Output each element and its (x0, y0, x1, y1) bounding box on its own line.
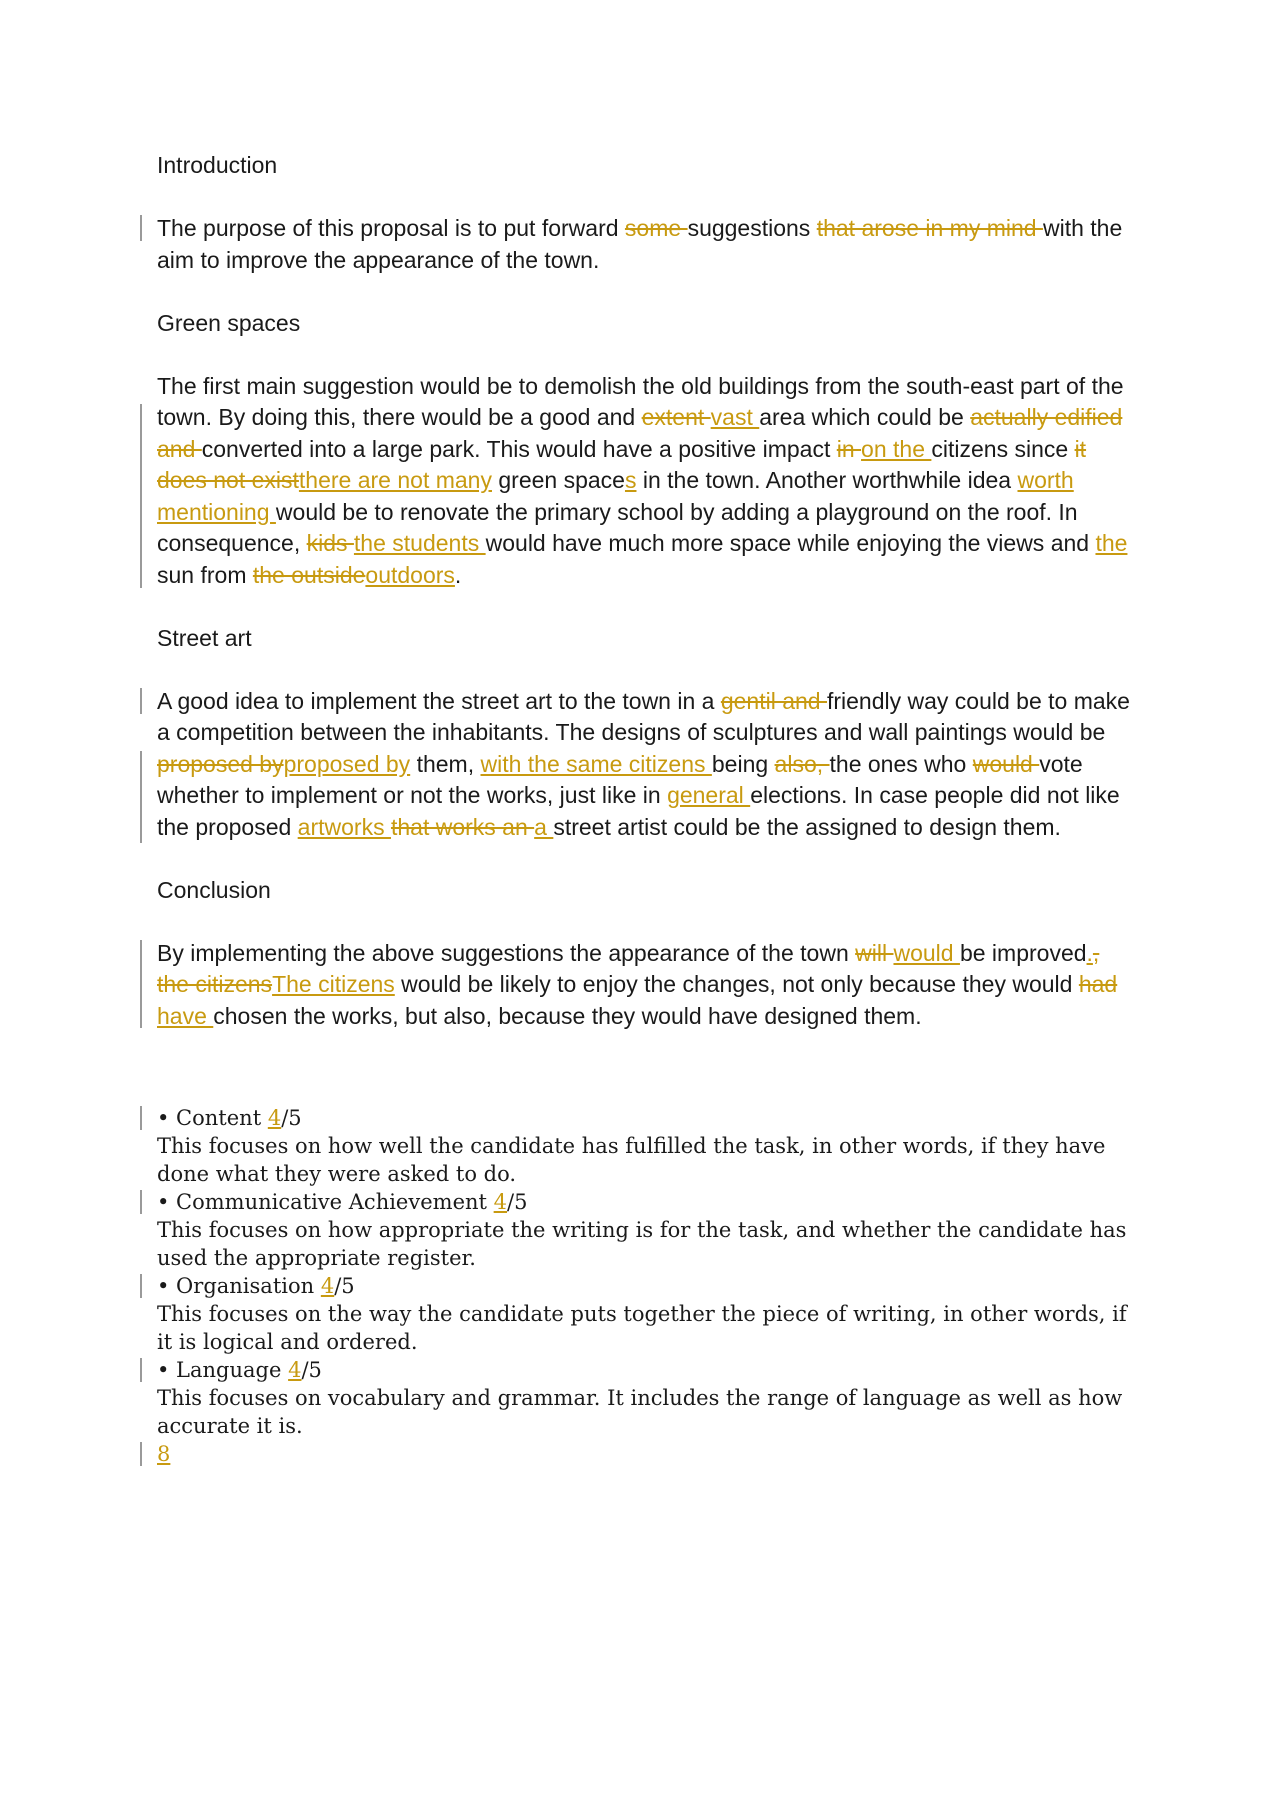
paragraph-conclusion[interactable] (157, 938, 1137, 1033)
deleted-text: that works an (390, 813, 535, 840)
deleted-text: some (624, 215, 688, 241)
change-bar (140, 940, 142, 1028)
text-run: would be likely to enjoy the changes, not only because they would (394, 971, 1079, 997)
rubric-language-line[interactable] (157, 1356, 1137, 1384)
score-value: 4 (320, 1274, 335, 1298)
change-bar (140, 1442, 142, 1466)
document-body (157, 150, 1137, 1064)
rubric-label: • Language (157, 1358, 289, 1382)
rubric-section (157, 1104, 1137, 1468)
rubric-label: • Organisation (157, 1274, 321, 1298)
heading-street-art: Street art (157, 624, 252, 651)
deleted-text: will (855, 939, 894, 966)
inserted-text: s (624, 467, 637, 493)
rubric-language-desc: This focuses on vocabulary and grammar. It includes the range of language as well as how accurate it is. (157, 1386, 1123, 1438)
inserted-text: . (1086, 939, 1093, 966)
text-run: with the aim to improve the appearance of the town. (157, 215, 1123, 273)
deleted-text: would (972, 750, 1040, 777)
change-bar (140, 1358, 142, 1382)
inserted-text: have (157, 1002, 214, 1029)
score-max: /5 (301, 1358, 322, 1382)
score-value: 4 (288, 1358, 302, 1382)
change-bar (140, 1190, 142, 1214)
change-bar (140, 1274, 142, 1298)
inserted-text: on the (861, 435, 932, 462)
score-max: /5 (334, 1274, 355, 1298)
inserted-text: a (534, 813, 554, 840)
change-bar (140, 215, 142, 241)
rubric-communicative-desc: This focuses on how appropriate the writing is for the task, and whether the candidate has used the appropriate register. (157, 1218, 1127, 1270)
rubric-organisation-line[interactable] (157, 1272, 1137, 1300)
rubric-communicative-line[interactable] (157, 1188, 1137, 1216)
score-max: /5 (281, 1106, 302, 1130)
total-score: 8 (157, 1442, 171, 1466)
text-run: the ones who (829, 750, 973, 777)
inserted-text: the students (353, 530, 486, 556)
paragraph-green-spaces[interactable] (157, 371, 1137, 592)
text-run: . (454, 561, 462, 588)
inserted-text: would (893, 939, 960, 966)
text-run: sun from (157, 561, 253, 588)
deleted-text: gentil and (720, 687, 827, 714)
heading-green-spaces: Green spaces (157, 309, 301, 336)
text-run: green space (491, 467, 625, 493)
rubric-content-line[interactable] (157, 1104, 1137, 1132)
text-run: The first main suggestion would be to demolish the old buildings from the south-east part of the town. By doing this, there would be a good and (157, 372, 1124, 430)
deleted-text: proposed by (157, 750, 284, 777)
change-bar (140, 404, 142, 588)
heading-introduction: Introduction (157, 152, 278, 178)
inserted-text: general (667, 782, 751, 808)
change-bar (140, 751, 142, 843)
text-run: them, (410, 750, 481, 777)
text-run: suggestions (687, 215, 817, 241)
text-run: in the town. Another worthwhile idea (636, 467, 1018, 493)
text-run: A good idea to implement the street art to the town in a (157, 687, 721, 714)
inserted-text: outdoors (365, 561, 455, 588)
deleted-text: that arose in my mind (816, 215, 1043, 241)
text-run: elections. In case people did not like the proposed (157, 782, 1120, 840)
text-run: By implementing the above suggestions the appearance of the town (157, 939, 856, 966)
text-run: be improved (959, 939, 1087, 966)
inserted-text: artworks (297, 813, 391, 840)
text-run: converted into a large park. This would have a positive impact (201, 435, 837, 462)
change-bar (140, 1106, 142, 1130)
inserted-text: there are not many (298, 467, 492, 493)
inserted-text: vast (710, 404, 760, 430)
deleted-text: also, (774, 750, 830, 777)
inserted-text: worth mentioning (157, 467, 1074, 525)
deleted-text: it does not exist (157, 435, 1087, 493)
text-run: citizens since (931, 435, 1075, 462)
text-run: street artist could be the assigned to design them. (553, 813, 1061, 840)
text-run: would be to renovate the primary school by adding a playground on the roof. In consequence, (157, 498, 1078, 556)
rubric-label: • Content (157, 1106, 268, 1130)
score-max: /5 (507, 1190, 528, 1214)
text-run: would have much more space while enjoying the views and (485, 530, 1096, 556)
text-run: chosen the works, but also, because they would have designed them. (213, 1002, 922, 1029)
inserted-text: with the same citizens (480, 750, 712, 777)
heading-conclusion: Conclusion (157, 876, 271, 903)
text-run: The purpose of this proposal is to put forward (157, 215, 625, 241)
score-value: 4 (493, 1190, 508, 1214)
change-bar (140, 688, 142, 714)
text-run: area which could be (759, 404, 971, 430)
deleted-text: the outside (252, 561, 366, 588)
inserted-text: the (1095, 530, 1128, 556)
rubric-label: • Communicative Achievement (157, 1190, 494, 1214)
deleted-text: had (1078, 971, 1118, 997)
text-run: friendly way could be to make a competition between the inhabitants. The designs of sculptures and wall paintings would be (157, 687, 1130, 745)
paragraph-introduction[interactable] (157, 213, 1137, 276)
text-run: vote whether to implement or not the works, just like in (157, 750, 1083, 808)
score-value: 4 (267, 1106, 282, 1130)
inserted-text: The citizens (272, 971, 395, 997)
inserted-text: proposed by (283, 750, 411, 777)
text-run: being (711, 750, 775, 777)
deleted-text: , the citizens (157, 939, 1100, 997)
deleted-text: in (836, 435, 862, 462)
deleted-text: kids (306, 530, 354, 556)
deleted-text: extent (641, 404, 711, 430)
deleted-text: actually edified and (157, 404, 1123, 462)
rubric-content-desc: This focuses on how well the candidate has fulfilled the task, in other words, if they have done what they were asked to do. (157, 1134, 1106, 1186)
paragraph-street-art[interactable] (157, 686, 1137, 844)
rubric-total-line[interactable] (157, 1440, 1137, 1468)
rubric-organisation-desc: This focuses on the way the candidate puts together the piece of writing, in other words, if it is logical and ordered. (157, 1302, 1127, 1354)
